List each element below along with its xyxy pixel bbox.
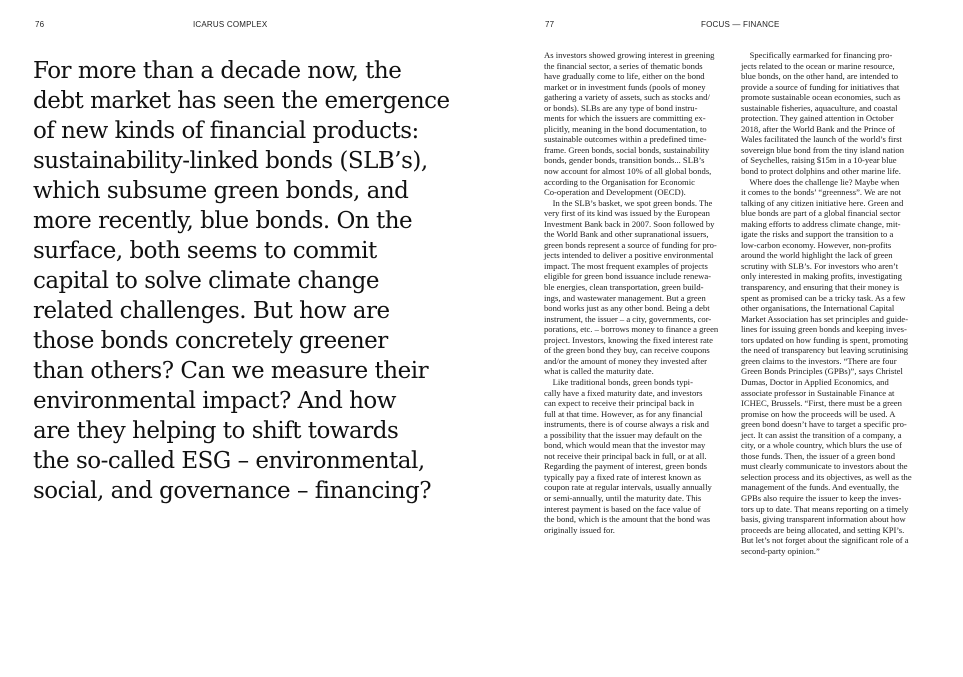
body-line: making efforts to address climate change, mit- — [741, 218, 901, 229]
intro-line: surface, both seems to commit — [33, 238, 377, 264]
body-line: tors updated on how funding is spent, promoting — [741, 334, 909, 345]
body-line: of the green bond they buy, can receive coupons — [544, 345, 710, 356]
body-line: jects related to the ocean or marine resource, — [741, 60, 895, 71]
body-line: spent as promised can be a tricky task. As a few — [741, 292, 906, 303]
intro-line: the so-called ESG – environmental, — [33, 448, 425, 474]
body-line: coupon rate at regular intervals, usually annually — [544, 482, 712, 493]
body-line: instruments, there is of course always a risk and — [544, 419, 709, 430]
intro-line: than others? Can we measure their — [33, 358, 429, 384]
body-line: cally have a fixed maturity date, and investors — [544, 387, 703, 398]
body-line: jects intended to deliver a positive environmental — [544, 250, 714, 261]
intro-paragraph — [33, 56, 503, 506]
body-line: But let’s not forget about the significant role of a — [741, 535, 909, 546]
body-line: originally issued for. — [544, 524, 615, 535]
body-line: low-carbon economy. However, non-profits — [741, 239, 892, 250]
body-line: Co-operation and Development (OECD). — [544, 187, 686, 198]
body-line: bond works just as any other bond. Being a debt — [544, 303, 710, 314]
body-line: market or in investment funds (pools of money — [544, 81, 706, 92]
body-line: bond to protect dolphins and other marine life. — [741, 166, 901, 177]
body-line: talking of any citizen initiative here. Green and — [741, 197, 904, 208]
body-line: the financial sector, a series of thematic bonds — [544, 60, 703, 71]
body-line: Green Bonds Principles (GPBs)”, says Christel — [741, 366, 903, 377]
body-line: igate the risks and support the transition to a — [741, 229, 894, 240]
body-line: the need of transparency but leaving scrutinising — [741, 345, 909, 356]
body-line: Regarding the payment of interest, green bonds — [544, 461, 707, 472]
intro-line: related challenges. But how are — [33, 298, 390, 324]
body-line: according to the Organisation for Economic — [544, 176, 695, 187]
body-line: promote sustainable ocean economies, such as — [741, 92, 901, 103]
body-line: ICHEC, Brussels. “First, there must be a green — [741, 398, 902, 409]
body-line: city, or a whole country, which blurs the use of — [741, 440, 902, 451]
running-title-left: ICARUS COMPLEX — [193, 20, 268, 29]
body-line: of Seychelles, raising $15m in a 10-year blue — [741, 155, 897, 166]
body-line: typically pay a fixed rate of interest known as — [544, 471, 702, 482]
body-line: green bond doesn’t have to target a specific pro- — [741, 419, 907, 430]
intro-line: sustainability-linked bonds (SLB’s), — [33, 148, 428, 174]
body-line: sustainable fisheries, aquaculture, and coastal — [741, 102, 898, 113]
body-line: project. Investors, knowing the fixed interest rate — [544, 334, 713, 345]
body-line: sovereign blue bond from the tiny island nation — [741, 144, 905, 155]
body-line: porations, etc. – borrows money to finance a green — [544, 324, 719, 335]
body-line: selection process and its objectives, as well as the — [741, 471, 912, 482]
intro-line: For more than a decade now, the — [33, 58, 402, 84]
body-line: interest payment is based on the face value of — [544, 503, 701, 514]
body-line: very first of its kind was issued by the European — [544, 208, 710, 219]
body-line: green bonds represent a source of funding for pro- — [544, 239, 717, 250]
body-line: around the world highlight the lack of green — [741, 250, 893, 261]
body-line: ments for which the issuers are committing ex- — [544, 113, 706, 124]
body-line: lines for issuing green bonds and keeping inves- — [741, 324, 907, 335]
intro-line: of new kinds of financial products: — [33, 118, 419, 144]
body-line: blue bonds are part of a global financial sector — [741, 208, 901, 219]
body-line: As investors showed growing interest in greening — [544, 50, 715, 60]
body-line: Specifically earmarked for financing pro- — [741, 50, 893, 60]
body-line: it comes to the bonds’ “greenness”. We are not — [741, 187, 902, 198]
body-line: Where does the challenge lie? Maybe when — [741, 176, 900, 187]
body-line: can expect to receive their principal back in — [544, 398, 695, 409]
body-line: bonds, gender bonds, transition bonds... SLB’s — [544, 155, 705, 166]
body-line: a possibility that the issuer may default on the — [544, 429, 702, 440]
body-line: Dumas, Doctor in Applied Economics, and — [741, 376, 889, 387]
body-line: have gradually come to life, either on the bond — [544, 71, 705, 82]
body-line: green claims to the investors. “There are four — [741, 355, 897, 366]
body-line: eligible for green bond issuance include renewa- — [544, 271, 712, 282]
page-number-left: 76 — [35, 20, 45, 29]
body-line: gathering a variety of assets, such as stocks and/ — [544, 92, 710, 103]
body-line: impact. The most frequent examples of projects — [544, 260, 708, 271]
body-line: promise on how the proceeds will be used. A — [741, 408, 896, 419]
body-line: instrument, the issuer – a city, governments, cor- — [544, 313, 712, 324]
intro-line: social, and governance – financing? — [33, 478, 432, 504]
body-line: ings, and wastewater management. But a green — [544, 292, 706, 303]
body-line: bond, which would mean that the investor may — [544, 440, 706, 451]
body-line: the bond, which is the amount that the bond was — [544, 514, 711, 525]
body-line: Wales facilitated the launch of the world’s first — [741, 134, 902, 145]
body-line: not receive their principal back in full, or at all. — [544, 450, 707, 461]
body-line: associate professor in Sustainable Finance at — [741, 387, 895, 398]
body-line: sustainable outcomes within a predefined time- — [544, 134, 707, 145]
body-line: the World Bank and other supranational issuers, — [544, 229, 709, 240]
body-line: management of the funds. And eventually, the — [741, 482, 899, 493]
body-line: plicitly, meaning in the bond documentation, to — [544, 123, 707, 134]
intro-line: are they helping to shift towards — [33, 418, 399, 444]
body-line: and/or the amount of money they invested after — [544, 355, 707, 366]
body-line: ject. It can assist the transition of a company, a — [741, 429, 902, 440]
intro-line: which subsume green bonds, and — [33, 178, 409, 204]
intro-line: debt market has seen the emergence — [33, 88, 450, 114]
body-line: other organisations, the International Capital — [741, 303, 895, 314]
body-column-1 — [544, 50, 731, 535]
body-line: or bonds). SLBs are any type of bond instru- — [544, 102, 698, 113]
body-line: what is called the maturity date. — [544, 366, 654, 377]
body-line: must clearly communicate to investors about the — [741, 461, 908, 472]
body-line: tors up to date. That means reporting on a timely — [741, 503, 909, 514]
body-line: scrutiny with SLB’s. For investors who aren’t — [741, 260, 899, 271]
body-line: GPBs also require the issuer to keep the inves- — [741, 492, 902, 503]
body-line: full at that time. However, as for any financial — [544, 408, 703, 419]
body-line: second-party opinion.” — [741, 545, 820, 556]
running-title-right: FOCUS — FINANCE — [701, 20, 780, 29]
intro-line: capital to solve climate change — [33, 268, 379, 294]
body-column-2 — [741, 50, 928, 556]
body-line: only interested in making profits, investigating — [741, 271, 902, 282]
body-line: frame. Green bonds, social bonds, sustainability — [544, 144, 710, 155]
body-line: those funds. Then, the issuer of a green bond — [741, 450, 896, 461]
body-line: or semi-annually, until the maturity date. This — [544, 492, 702, 503]
body-line: provide a source of funding for initiatives that — [741, 81, 900, 92]
body-line: ble energies, clean transportation, green build- — [544, 282, 704, 293]
page-number-right: 77 — [545, 20, 555, 29]
body-line: transparency, and ensuring that their money is — [741, 282, 900, 293]
body-line: In the SLB’s basket, we spot green bonds. The — [544, 197, 713, 208]
body-line: proceeds are being allocated, and setting KPI’s. — [741, 524, 905, 535]
intro-line: more recently, blue bonds. On the — [33, 208, 413, 234]
intro-line: those bonds concretely greener — [33, 328, 388, 354]
body-line: protection. They gained attention in October — [741, 113, 894, 124]
body-line: now account for almost 10% of all global bonds, — [544, 166, 712, 177]
body-line: Like traditional bonds, green bonds typi- — [544, 376, 693, 387]
intro-line: environmental impact? And how — [33, 388, 396, 414]
body-line: basis, giving transparent information about how — [741, 514, 906, 525]
body-line: Market Association has set principles and guide- — [741, 313, 909, 324]
body-line: Investment Bank back in 2007. Soon followed by — [544, 218, 715, 229]
body-line: 2018, after the World Bank and the Prince of — [741, 123, 896, 134]
body-line: blue bonds, on the other hand, are intended to — [741, 71, 899, 82]
